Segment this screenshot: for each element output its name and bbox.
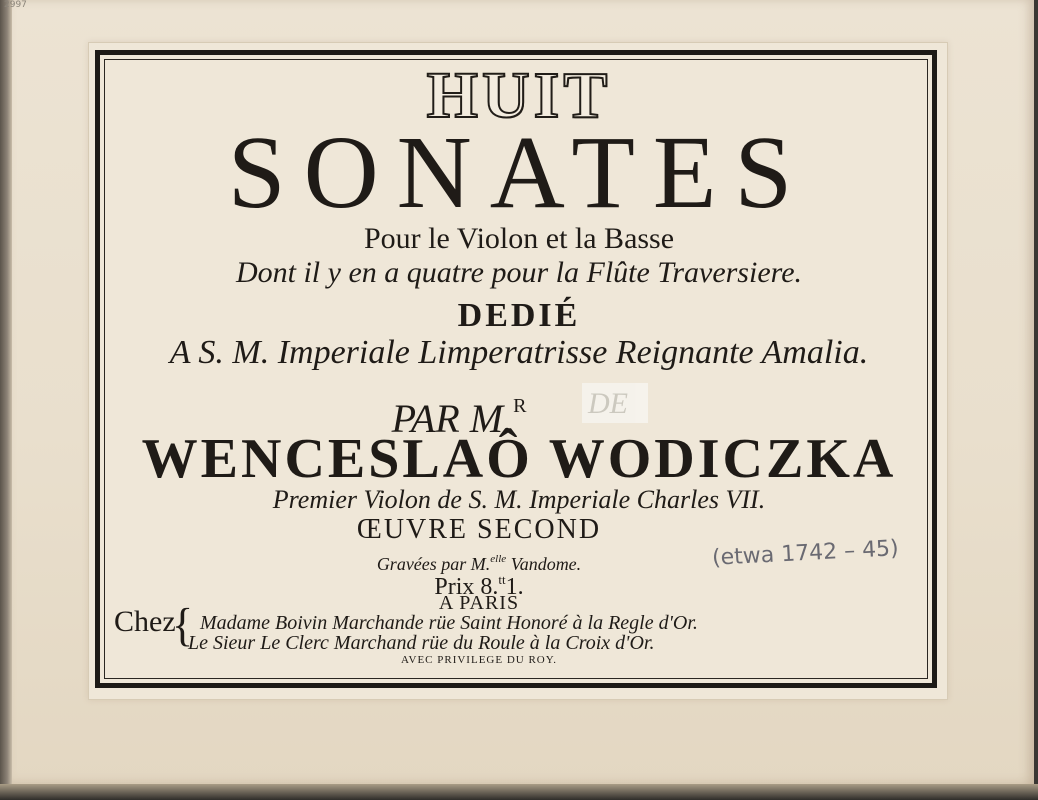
dedication-heading: DEDIÉ bbox=[457, 297, 581, 334]
price-suffix: 1. bbox=[505, 574, 524, 600]
royal-privilege: AVEC PRIVILEGE DU ROY. bbox=[400, 654, 558, 666]
chez-label: Chez bbox=[114, 605, 176, 638]
address-brace: { bbox=[172, 599, 194, 652]
dedicatee-line: A S. M. Imperiale Limperatrisse Reignante Amalia. bbox=[169, 334, 869, 371]
library-stamp bbox=[582, 383, 648, 423]
par-superscript: R bbox=[513, 395, 527, 417]
publication-city: A PARIS bbox=[438, 592, 520, 614]
composer-position: Premier Violon de S. M. Imperiale Charles VII. bbox=[272, 485, 766, 514]
subtitle-instruments: Pour le Violon et la Basse bbox=[363, 222, 675, 255]
engraver-name: Vandome. bbox=[510, 554, 582, 574]
price-prefix: Prix 8. bbox=[434, 574, 499, 600]
shelfmark-label: 2997 bbox=[4, 0, 27, 10]
opus-number: ŒUVRE SECOND bbox=[356, 514, 602, 545]
title-sonates: SONATES bbox=[227, 115, 811, 230]
publisher-address-leclerc: Le Sieur Le Clerc Marchand rüe du Roule à la Croix d'Or. bbox=[188, 632, 655, 654]
composer-name: WENCESLAÔ WODICZKA bbox=[141, 428, 897, 490]
price-superscript: tt bbox=[498, 572, 506, 587]
page-bottom-edge bbox=[0, 784, 1038, 800]
pencil-date-annotation: (etwa 1742 – 45) bbox=[711, 536, 900, 571]
par-prefix: PAR M. bbox=[391, 396, 514, 441]
publisher-address-boivin: Madame Boivin Marchande rüe Saint Honoré à la Regle d'Or. bbox=[200, 612, 698, 634]
subtitle-flute: Dont il y en a quatre pour la Flûte Traversiere. bbox=[235, 256, 803, 289]
library-stamp-text: DE bbox=[588, 387, 628, 420]
title-huit: HUIT bbox=[426, 59, 612, 132]
engraver-superscript: elle bbox=[490, 553, 507, 565]
engraver-prefix: Gravées par M. bbox=[376, 554, 491, 574]
